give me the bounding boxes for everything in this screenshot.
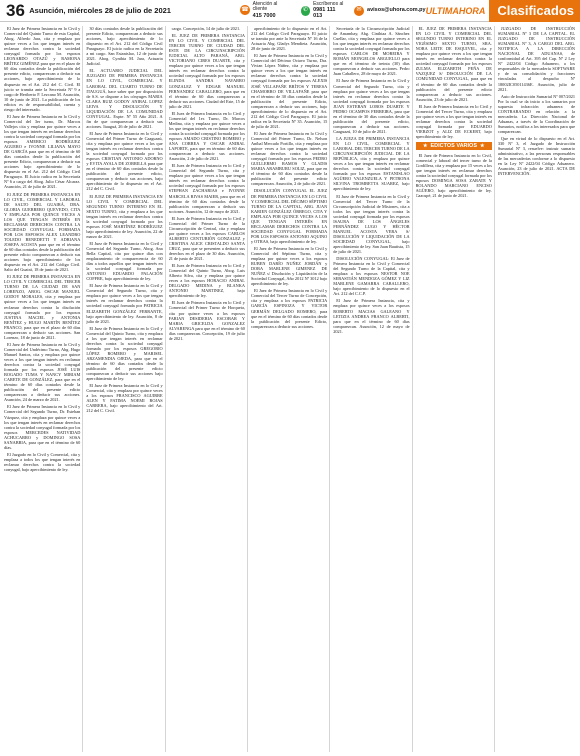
contact-phone-label: Atención al cliente xyxy=(252,0,278,13)
notice-paragraph: El Juez de Primera Instancia en lo Civil y Comercial del Quinto Turno, cita y emplaza a los que tengan interés en reclamar derechos contra la sociedad conyugal formada por los esposos GREGORIO LÓPEZ ROMERO y MARISEL ARZAMENDIA OJEDA, para que en el término de 60 días contados desde la publicación del presente edicto comparezcan a deducir sus acciones bajo apercibimiento de ley. xyxy=(86,325,163,382)
contact-strip xyxy=(240,2,425,20)
column xyxy=(498,26,577,752)
notice-paragraph: Que en virtud de lo dispuesto en el Art. 330 Nº 3, el Juzgado de Instrucción Sumarial Nº 3, resuelve: instruir sumario administrativo, a las personas responsables de las mercaderías conforme a lo dispuesto en la Ley Nº 2422/04 Código Aduanero. Asunción, 23 de julio de 2021. ACTA DE INTERVENCIÓN. xyxy=(497,135,576,177)
notice-paragraph: cargo. Concepción, 14 de julio de 2021. xyxy=(171,26,241,31)
notice-paragraph: El Juez de Primera Instancia en lo Civil y Comercial del Séptimo Turno, cita y emplaza por quince veces a los esposos RUBEN DARÍO NUÑEZ JORDÁN y DORA MARLENE GIMENEZ DE NUÑEZ s/ Disolución y Liquidación de la Sociedad Conyugal, Año 2012 Nº 3012 bajo apercibimiento de ley. xyxy=(250,245,328,287)
contact-mail[interactable] xyxy=(354,6,426,16)
brand-logo: ULTIMAHORA xyxy=(425,5,486,16)
contact-phone-value: 415 7000 xyxy=(252,12,276,19)
notice-paragraph: El Juez de Primera Instancia en lo Civil y Comercial del 3er turno, Dr. Marcos Vallejos cita y emplaza por quince veces a los que tengan interés en reclamar derechos contra la sociedad conyugal formada por los esposos AMERICO RODRÍGUEZ AGUERO e IVONNE LILIANA MAYO DE GARCÍA para que en el término de 60 días contados desde la publicación del presente Edicto, comparezcan a deducir sus acciones bajo apercibimiento de lo dispuesto en el Art. 212 del Código Civil Paraguayo. El Juicio radica en la Secretaría Nº 6 a cargo del Abog. Julio César Alcaraz. Asunción, 21 de julio de 2021. xyxy=(4,113,81,190)
phone-icon: ☎ xyxy=(240,5,249,15)
notice-paragraph: El Juez de Primera Instancia en lo Civil y Comercial del Primer Turno, Dr. Nelson Aníbal Mercado Portillo, cita y emplaza por quince veces a los que tengan interés en reclamar derechos contra la sociedad conyugal formada por los esposos PEDRO GUILLERMO RAMOS Y GLADIS MARIA ARAMBURU SOLIZ, para que en el término de 60 días contados desde la publicación del presente edicto comparezcan. Asunción, 2 de julio de 2021. xyxy=(250,130,328,187)
contact-whatsapp-value: 0981 111 013 xyxy=(313,7,336,20)
notice-paragraph: El Juez de Primera Instancia, cita y emplaza por quince veces a los esposos ROBERTO MACIAS GALEANO Y LETIZIA ANDREA FRANCO ALBERTI, para que en el término de 60 días comparezcan. Asunción, 12 de mayo de 2021. xyxy=(333,298,410,334)
notice-paragraph: El JUEZ DE PRIMERA INSTANCIA EN LO CIVIL Y COMERCIAL DEL TERCER TURNO DE LA CIUDAD DE SAN LORENZO, ABOG. OSCAR MANUEL GODOY MORALES, cita y emplaza por quince veces a los que tengan interés en reclamar derechos contra la disolución conyugal formada por los esposos JUSTINA MACIEL y ANTONIA BENÍTEZ y HUGO MARTÍN BENÍTEZ FRANCO, para que en el plazo de 60 días comparezcan a deducir sus acciones. San Lorenzo, 18 de junio de 2021. xyxy=(4,274,81,340)
notice-paragraph: El Juez de Primera Instancia en lo Civil y Comercial del Quinto Turno, Abog. Luis Alberto Silva, cita y emplaza por quince veces a los esposos HORACIO ANIBAL DELGADO MEDINA y BLANKA ANTONIO MARTINEZ, bajo apercibimiento de ley. xyxy=(168,263,245,299)
column xyxy=(169,26,248,752)
notice-paragraph: El Juzgado en lo Civil y Comercial, cita y emplaza a todos los que tengan interés en reclamar derechos contra la sociedad conyugal, bajo apercibimiento de ley. xyxy=(4,451,81,472)
column xyxy=(333,26,412,752)
column xyxy=(251,26,330,752)
notice-paragraph: EL JUEZ DE PRIMERA INSTANCIA EN LO CIVIL Y COMERCIAL DEL SEGUNDO TURNO INTERINO EN EL VIGÉSIMO SEXTO TURNO, SRA. NORA LEITE DE ESQUIVEL, cita y emplaza por quince veces a los que tengan interés en reclamar derechos contra la sociedad conyugal formada por los esposos ZULMA ELIZABETH PEÑA DE VAZQUEZ S/ DISOLUCIÓN DE LA COMUNIDAD CONYUGAL, para que en el término de 60 días contados desde la publicación del presente edicto comparezcan a deducir sus acciones. Asunción, 23 de julio de 2021. xyxy=(415,26,492,102)
contact-whatsapp[interactable] xyxy=(301,2,344,20)
notice-paragraph: El Juez de Primera Instancia en lo Civil y Comercial del Décimo Octavo Turno, Dra. Vivian López Núñez, cita y emplaza por quince veces a los que tengan interés en reclamar derechos contra la sociedad conyugal formada por los esposos ALEXIS JOSÉ VILLAFAÑE BRÍTOS Y TERESA CHAMORRO DE VILLAFAÑE para que en el término de 30 días contados desde la publicación del presente Edicto, comparezcan a deducir sus acciones, bajo apercibimiento de lo dispuesto en el Art. 212 del Código Civil Paraguayo. El juicio radica en la Secretaría Nº 35. Asunción, 15 de julio de 2021. xyxy=(250,53,328,129)
notice-paragraph: El Juez de Primera Instancia en lo Civil y Comercial del Segundo Turno, Dr. Esteban Vázquez, cita y emplaza por quince veces a los que tengan interés en reclamar derechos contra la sociedad conyugal formada por los esposos MERCEDES NATIVIDAD ACHUCARRO y DOMINGO SOSA SANABRIA, para que en el término de 60 días. xyxy=(4,404,81,450)
page-date: Asunción, miércoles 28 de julio de 2021 xyxy=(29,6,171,15)
notice-paragraph: El JUEZ DE PRIMERA INSTANCIA EN LO CIVIL, COMERCIAL Y LABORAL DE SALTO DEL GUAIRÁ, DRA. GLORIA GUERRERO QUEVEDO, CITA Y EMPLAZA POR QUINCE VECES A LOS QUE TENGAN INTERÉS EN RECLAMAR DERECHOS CONTRA LA SOCIEDAD CONYUGAL FORMADA POR LOS ESPOSOS ALEX LEANDRO TOLEDO BENEDETTI Y ADRIANA JOSEFA ACOSTA para que en el término de 60 días contados desde la publicación del presente edicto comparezcan a deducir sus acciones bajo apercibimiento de los dispuesto en el Art. 212 del Código Civil. Salto del Guairá, 18 de junio de 2021. xyxy=(4,191,81,273)
page-number: 36 xyxy=(6,0,25,20)
column xyxy=(86,26,165,752)
notice-paragraph: El Juez de Primera Instancia en lo Civil y Comercial del Undécimo Turno, Abg. Hugo Manuel Santos, cita y emplaza por quince veces a los que tengan interés en reclamar derechos contra la sociedad conyugal formada por los esposos JOSÉ LUIS BOGADO TUMA Y NANCY MIRIAM CARETE DE GONZÁLEZ, para que en el término de 60 días contados desde la publicación del presente edicto comparezcan a deducir sus acciones. Asunción, 24 de marzo de 2021. xyxy=(4,341,81,403)
notice-paragraph: El Juez de Primera Instancia en lo Civil y Comercial del Tercer Turno, cita y emplaza por quince veces a los que tengan interés en reclamar derechos contra la sociedad conyugal formada por EDUARDO VIERZOT y ALIZ DE ECKERT, bajo apercibimiento de ley. xyxy=(415,103,492,139)
notice-paragraph: LA JUEZA DE PRIMERA INSTANCIA EN LO CIVIL, COMERCIAL Y LABORAL DEL TERCER TURNO DE LA CIRCUNSCRIPCIÓN JUDICIAL DE LA REPÚBLICA, cita y emplaza por quince veces a los que tengan interés en reclamar derechos contra la sociedad conyugal formada por los esposos ESTANISLAO AGÜERO VALENZUELA Y PETRONA SILVINA TROMBETTA SUAREZ, bajo apercibimiento de ley. xyxy=(333,135,410,192)
notice-paragraph: El Juez de Primera Instancia en lo Civil y Comercial del 1er. Turno, Dr. Marcos Medina, cita y emplaza por quince veces a los que tengan interés en reclamar derechos contra la sociedad conyugal formada por los esposos AMADO CRISTINO ROMERO y ANA CORREA Y OSCAR ANIBAL LAPORTE, para que en término de 60 días comparezcan a deducir sus acciones. Asunción, 2 de julio de 2021. xyxy=(168,110,245,162)
notice-paragraph: Auto de Instrucción Sumarial Nº 007/2021 Por la cual se da inicio a los sumarios por supuesta infracción aduanera de CONTRABANDO en relación a la mercadería. La Dirección Nacional de Aduanas, a través de la Coordinación de Sumarios, notifica a los interesados para que comparezcan. xyxy=(497,93,576,134)
edictos-banner xyxy=(416,142,492,150)
star-icon: ★ xyxy=(422,142,428,149)
page-header xyxy=(0,0,580,22)
notice-paragraph: El Juez de Primera Instancia en lo Civil, comercial y laboral del tercer turno de la Cordillera, cita y emplaza por 15 veces a los que tengan interés en reclamar derechos contra la sociedad conyugal formada por los esposos DOMINGA SOSA ZARATE Y ROLANDO MARCIANO ENCISO AGÜERO, bajo apercibimiento de ley. Caacupé, 21 de junio de 2021. xyxy=(415,153,492,199)
notice-paragraph: EL ACTUARIO JUDICIAL DEL JUZGADO DE PRIMERA INSTANCIA EN LO CIVIL, COMERCIAL Y LABORAL DEL CUARTO TURNO DE ITAUGUÁ, hace saber que por disposición de S.S. se dispone a los cónyuges MARIA CLARA RUIZ GODOY ANIBAL LOPEZ LEIVA Y DISOLUCIÓN Y LIQUIDACIÓN DE LA COMUNIDAD CONYUGAL. Expte. Nº 55 Año 2021. A fin de que comparezcan a deducir sus acciones. Itauguá, 26 de julio de 2021. xyxy=(86,68,163,129)
column xyxy=(4,26,83,752)
notice-paragraph: El Juez de Primera Instancia en lo Civil y Comercial, cita y emplaza por quince veces a los esposos FRANCISCO AGUIRRE ALEN Y FATIMA NOEMI ROJAS CABRERA, bajo apercibimiento del Art. 212 del C. Civil. xyxy=(86,383,163,414)
column xyxy=(416,26,495,752)
notice-paragraph: El Juez de Primera Instancia en lo Civil y Comercial del Primer Turno de Caaguazú, cita y emplaza por quince veces a los que tengan interés en reclamar derechos contra la sociedad conyugal formada por los esposos CRISTIAN ANTONIO ADORNO y EVITA AYALA DE ZORRILLA para que en el término de 60 días contados desde la publicación del presente edicto, comparezcan y deducir sus acciones, bajo apercibimiento de lo dispuesto en el Art. 212 del C. Civil. xyxy=(86,130,163,192)
notice-paragraph: El Juez de Primera Instancia en lo Civil y Comercial del Quinto Turno de esta Capital, Abog. Alfredo Jara, cita y emplaza por quince veces a los que tengan interés en reclamar derechos contra la sociedad conyugal formada por los esposos LEONARDO OTAZÚ y RAMONA BRÍTEZ GIMÉNEZ para que en el plazo de 60 días contados desde la publicación del presente edicto, comparezcan a deducir sus acciones, bajo apercibimiento de lo dispuesto en el Art. 212 del C. Civil. El juicio se tramita ante la Secretaría Nº 9 a cargo de Heriberto F. Lezcano M. Asunción, 10 de junio de 2021. La publicación de los edictos es de responsabilidad, cuenta y riesgo del interesado. xyxy=(4,26,81,112)
notice-paragraph: DISOLUCIÓN CONYUGAL EL JUEZ DE PRIMERA INSTANCIA EN LO CIVIL Y COMERCIAL DEL DÉCIMO SÉPTIMO TURNO DE LA CAPITAL, ABG. JUAN KARIEN GONZÁLEZ ÓRREGO, CITA Y EMPLAZA POR QUINCE VECES A LOS QUE TENGAN INTERÉS EN RECLAMAR DERECHOS CONTRA LA SOCIEDAD CONYUGAL FORMADA POR LOS ESPOSOS ANTONIO AQUINO y OTRAS, bajo apercibimiento de ley. xyxy=(250,188,328,244)
contact-whatsapp-label: Escríbenos al xyxy=(313,0,344,7)
edictos-banner-label: EDICTOS VARIOS xyxy=(430,142,477,149)
mail-icon: ✉ xyxy=(354,6,364,16)
notice-paragraph: apercibimiento de lo dispuesto en el Art. 212 del Código Civil Paraguayo. El juicio se tramita por ante la Secretaría Nº 16 de la Actuaria Abg. Gladys Mendieta. Asunción, 28 de junio de 2021. xyxy=(250,26,328,52)
notice-paragraph: 30 días contados desde la publicación del presente Edicto, comparezcan a deducir sus acciones, bajo apercibimiento de lo dispuesto en el Art. 212 del Código Civil Paraguayo. El juicio radica en la Secretaría a mi cargo. San Estanislao, 12 de junio de 2021. Abog. Cynthia M. Jara, Actuaria Judicial. xyxy=(86,26,163,67)
notice-paragraph: El Juez de Primera Instancia en lo Civil y Comercial del Segundo Turno, cita y emplaza por quince veces a los que tengan interés en reclamar derechos contra la sociedad conyugal formada por los esposos JUAN ESTEBAN LOBOS DUARTE Y PEDRO OCAMPOS FERREIRA, para que en el término de 30 días contados desde la publicación del presente edicto, comparezcan a deducir sus acciones. Caaguazú, 10 de julio de 2021. xyxy=(333,78,410,134)
notice-paragraph: El Juez de Primera Instancia en lo Civil y Comercial del Segundo Turno, cita y emplaza por quince veces a los que tengan interés en reclamar derechos contra la sociedad conyugal formada por los esposos STEPHAN ZACHARIAS e IVONNE MARCELA RIVAS MAIER, para que en el término de 60 días contados desde la publicación comparezcan a deducir sus acciones. Asunción, 12 de mayo de 2021. xyxy=(168,163,245,214)
notice-paragraph: El Juez de Primera Instancia en lo Civil y Comercial del Tercer Turno de Concepción, cita y emplaza a los esposos PATRICIA GARCÍA ESPINOZA Y VICTOR GERMÁN DELGADO ROMERO, para que en el término de 60 días contados desde la publicación del presente Edicto, comparezcan a deducir sus acciones. xyxy=(250,288,328,329)
notice-paragraph: Secretaría de la Circunscripción Judicial de Amambay, Abg. Cinthiaa A. Sánchez Cuellar, cita y emplaza por quince veces a los que tengan interés en reclamar derechos contra la sociedad conyugal formada por los esposos CARLOS DE MOREIRA Y ROMÁN MONGELOS ARGUELLO para que en el término de treinta (30) días comparezcan a deducir sus acciones. Pedro Juan Caballero, 28 de mayo de 2021. xyxy=(333,26,410,77)
notice-paragraph: El Juez de Primera Instancia en lo Civil y Comercial del Segundo Turno, cita y emplaza por quince veces a los que tengan interés en reclamar derechos contra la sociedad conyugal formada por PATRICIA ELIZABETH GONZÁLEZ FERRANTE, bajo apercibimiento de ley. Asunción, 8 de julio de 2021. xyxy=(86,283,163,324)
notice-paragraph: El Juez de Primera Instancia en lo Civil y Comercial del Segundo Turno, Abog. Ana Bella Capital, cita por quince días con emplazamiento de comparecencia de 60 días a todos aquellos que tengan interés en la sociedad conyugal formada por ANTONIO EDUARDO PALACIÓN COFFRE, bajo apercibimiento de ley. xyxy=(86,240,163,282)
column-body xyxy=(416,26,492,139)
star-icon: ★ xyxy=(480,142,485,149)
notice-paragraph: El Juez de Primera Instancia en lo Civil y Comercial del Tercer Turno de la Circunscripción Judicial de Misiones, cita a todos los que tengan interés contra la sociedad conyugal formada por los esposos ISAURA DE LOS ÁNGELES FERNÁNDEZ LUGO Y HÉCTOR MANUEL ACOSTA VERA S/ DISOLUCIÓN Y LIQUIDACIÓN DE LA SOCIEDAD CONYUGAL, bajo apercibimiento de ley. San Juan Bautista, 15 de julio de 2021. xyxy=(333,193,410,255)
notice-paragraph: DISOLUCIÓN CONYUGAL: El Juez de Primera Instancia en lo Civil y Comercial del Segundo Turno de la Capital, cita y emplaza a los esposos NESTOR NOE SEBASTIÁN MENDOZA GÓMEZ Y LIZ MARLENE GAMARRA CABALLERO, bajo apercibimiento de lo dispuesto en el Art. 212 del C.C.P. xyxy=(333,256,410,297)
whatsapp-icon: ✆ xyxy=(301,6,310,16)
section-title: Clasificados xyxy=(489,0,580,22)
notice-paragraph: El JUEZ DE PRIMERA INSTANCIA EN LO CIVIL Y COMERCIAL DEL SEGUNDO TURNO INTERINO EN EL SEXTO TURNO, cita y emplaza a los que tengan interés en reclamar derechos contra la sociedad conyugal formada por los esposos JOSÉ MARTÍNEZ RODRÍGUEZ bajo apercibimiento de ley. Asunción, 22 de marzo de 2021. xyxy=(86,193,163,239)
contact-mail-value: avisos@uhora.com.py xyxy=(367,7,426,14)
notice-paragraph: JUZGADO DE INSTRUCCIÓN SUMARIAL Nº 3 DE LA CAPITAL. EL JUZGADO DE INSTRUCCIÓN SUMARIAL Nº 3, A CARGO DEL ABG. NOTIFICA A LA DIRECCIÓN NACIONAL DE ADUANAS, de conformidad al Art. 395 del Cap. Nº 2 Ley Nº 2422/04 Código Aduanero, a los responsables de la mercadería SOFTWARE y de su consolidación y fracciones vinculadas al despacho Nº 18002IC05011436E. Asunción, julio de 2021. xyxy=(497,26,576,92)
brand xyxy=(426,0,580,22)
notices-columns xyxy=(4,26,577,752)
notice-paragraph: El Juez de Primera Instancia en lo Civil y Comercial del Primer Turno de la Circunscripción de Central, cita y emplaza por quince veces a los esposos CARLOS ALBERTO CENTURIÓN GONZALEZ y CRISTINA ALICE CRISTALDO SANTA CRUZ, para que se presenten a deducir sus derechos en el plazo de 30 días. Asunción, 21 de junio de 2021. xyxy=(168,215,245,262)
contact-phone[interactable] xyxy=(240,2,290,19)
column-body-lower xyxy=(416,153,492,198)
notice-paragraph: El Juez de Primera Instancia en lo Civil y Comercial del Primer Turno de Horqueta, cita por quince veces a los esposos FARIAN DESIDERIA ESCOBAR Y MARIA GRICELDA GONZALEZ ALVARENGA para que en el término de 60 días comparezcan. Concepción, 19 de julio de 2021. xyxy=(168,300,245,341)
notice-paragraph: EL JUEZ DE PRIMERA INSTANCIA EN LO CIVIL Y COMERCIAL DEL TERCER TURNO DE CIUDAD DEL ESTE DE LA CIRCUNSCRIPCIÓN JUDICIAL ALTO PARANÁ, ABG. VICTORIANO CIRES DUARTE, cita y emplaza por quince veces a los que tengan interés en reclamar derechos contra la sociedad conyugal formada por los esposos ELINDA SANDRA NAVARRO GONZALEZ Y EDGAR MANUEL FERNANDEZ CABALLERO, para que en el término de 60 días comparezcan a deducir sus acciones. Ciudad del Este, 15 de julio de 2021. xyxy=(168,33,245,109)
